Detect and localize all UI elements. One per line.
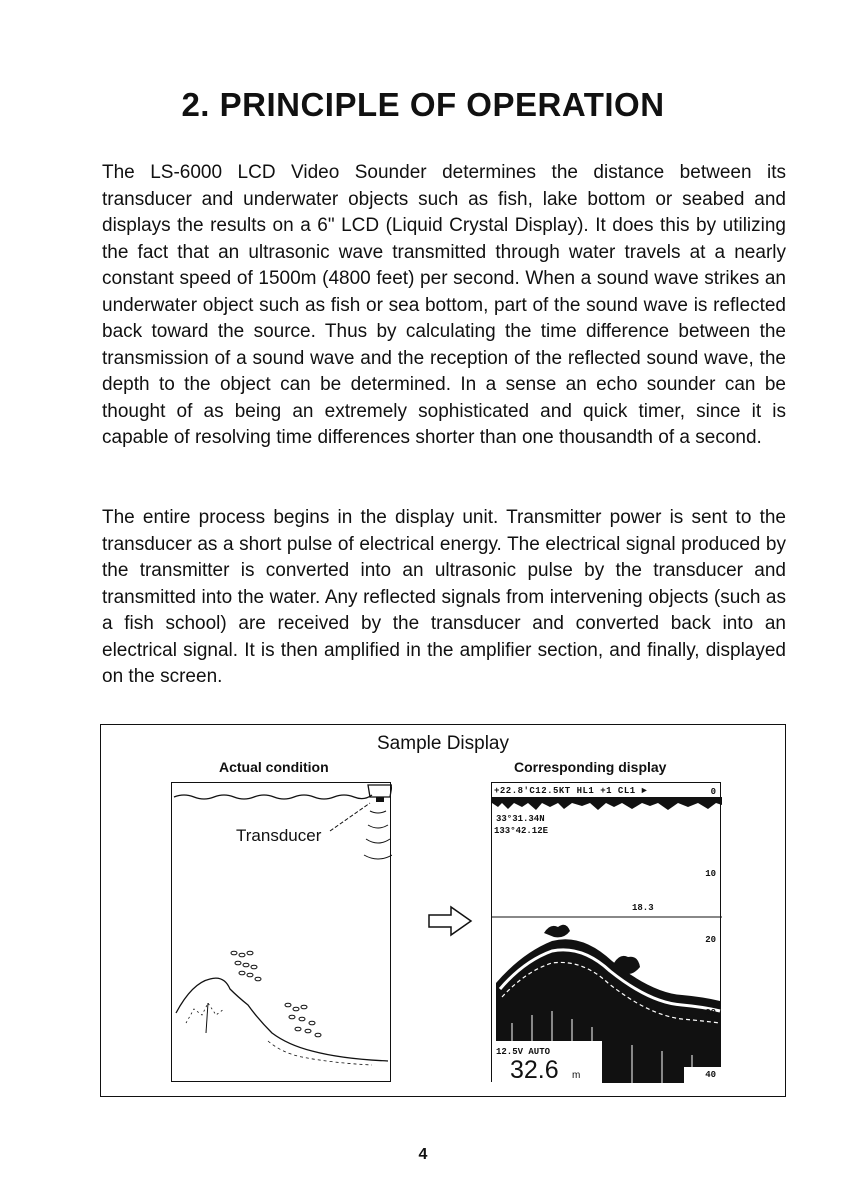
latitude-readout: 33°31.34N xyxy=(496,814,545,824)
depth-scale-0: 0 xyxy=(710,787,716,797)
paragraph-principle: The LS-6000 LCD Video Sounder determines the distance between its transducer and underwater objects such as fish, lake bottom or seabed and displays the results on a 6" LCD (Liquid Crystal Display). It does this by utilizing the fact that an ultrasonic wave transmitted through water travels at a nearly constant speed of 1500m (4800 feet) per second. When a sound wave strikes an underwater object such as fish or sea bottom, part of the sound wave is reflected back toward the source. Thus by calculating the time difference between the transmission of a sound wave and the reception of the reflected sound wave, the depth to the object can be determined. In a sense an echo sounder can be thought of as being an extremely sophisticated and quick timer, since it is capable of resolving time differences shorter than one thousandth of a second. xyxy=(102,162,786,448)
corresponding-display-label: Corresponding display xyxy=(514,759,667,775)
longitude-readout: 133°42.12E xyxy=(494,826,549,836)
actual-condition-label: Actual condition xyxy=(219,759,329,775)
depth-scale-10: 10 xyxy=(705,869,716,879)
depth-scale-20: 20 xyxy=(705,935,716,945)
depth-readout: 32.6 xyxy=(510,1056,559,1084)
depth-unit: m xyxy=(572,1070,581,1081)
marker-depth-value: 18.3 xyxy=(632,903,654,913)
sample-display-figure xyxy=(100,724,786,1097)
page-title: 2. PRINCIPLE OF OPERATION xyxy=(181,86,665,123)
corresponding-display-panel xyxy=(491,782,721,1082)
right-arrow-icon xyxy=(427,905,473,937)
display-status-bar: +22.8'C12.5KT HL1 +1 CL1 ► xyxy=(494,786,648,796)
page-number: 4 xyxy=(418,1146,428,1163)
transducer-label: Transducer xyxy=(236,826,322,845)
paragraph-process: The entire process begins in the display unit. Transmitter power is sent to the transducer as a short pulse of electrical energy. The electrical signal produced by the transmitter is converted into an ultrasonic pulse by the transducer and transmitted into the water. Any reflected signals from intervening objects (such as a fish school) are received by the transducer and converted back into an electrical signal. It is then amplified in the amplifier section, and finally, displayed on the screen. xyxy=(102,507,786,687)
depth-scale-40: 40 xyxy=(705,1070,716,1080)
figure-title: Sample Display xyxy=(377,733,509,754)
voltage-readout: 12.5V AUTO xyxy=(496,1047,551,1057)
depth-scale-30: 30 xyxy=(705,1008,716,1018)
actual-condition-panel xyxy=(171,782,391,1082)
